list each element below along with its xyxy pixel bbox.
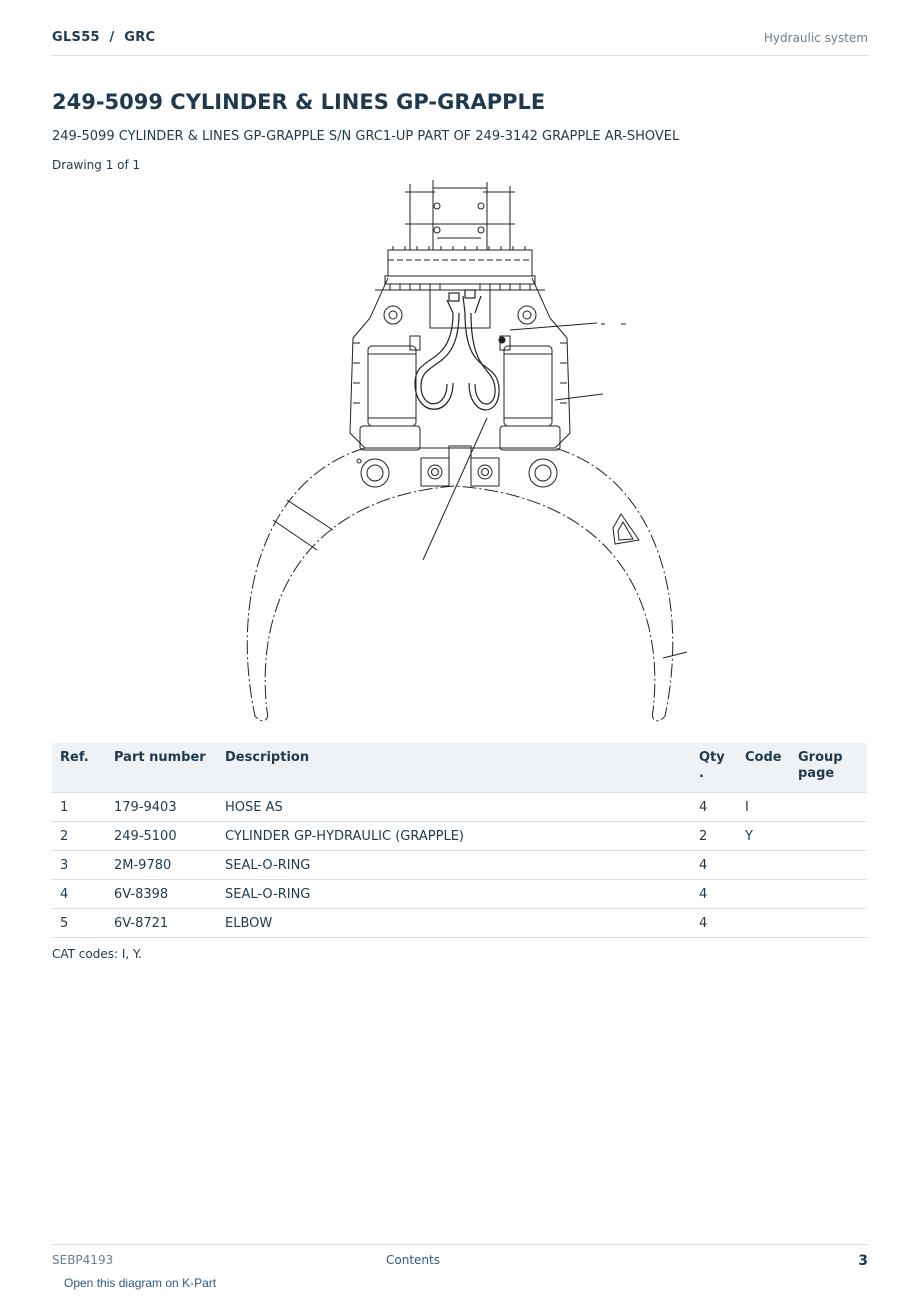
hydraulic-hoses bbox=[415, 290, 499, 410]
cell-description: HOSE AS bbox=[217, 793, 691, 822]
page-footer bbox=[52, 1244, 868, 1273]
cell-ref: 3 bbox=[52, 851, 106, 880]
page-header bbox=[52, 28, 868, 56]
cat-codes-note: CAT codes: I, Y. bbox=[52, 947, 142, 961]
table-row bbox=[52, 851, 867, 880]
cell-code bbox=[737, 880, 790, 909]
table-row bbox=[52, 793, 867, 822]
cell-code bbox=[737, 851, 790, 880]
cell-ref: 5 bbox=[52, 909, 106, 938]
top-mount bbox=[405, 180, 515, 250]
callout-leaders bbox=[423, 323, 626, 560]
cell-description: ELBOW bbox=[217, 909, 691, 938]
cell-group-page bbox=[790, 793, 867, 822]
kpart-diagram-link[interactable]: Open this diagram on K-Part bbox=[64, 1276, 217, 1290]
parts-table bbox=[52, 743, 867, 938]
left-cylinder bbox=[360, 336, 420, 450]
cell-part-number: 249-5100 bbox=[106, 822, 217, 851]
table-row bbox=[52, 822, 867, 851]
cell-group-page bbox=[790, 909, 867, 938]
cell-group-page bbox=[790, 880, 867, 909]
cell-ref: 4 bbox=[52, 880, 106, 909]
cell-description: SEAL-O-RING bbox=[217, 880, 691, 909]
col-ref: Ref. bbox=[52, 743, 106, 793]
cell-group-page bbox=[790, 822, 867, 851]
cell-part-number: 179-9403 bbox=[106, 793, 217, 822]
cell-code: Y bbox=[737, 822, 790, 851]
page-number: 3 bbox=[858, 1253, 868, 1269]
cell-qty: 4 bbox=[691, 851, 737, 880]
cell-group-page bbox=[790, 851, 867, 880]
grapple-diagram bbox=[225, 178, 695, 726]
right-cylinder bbox=[499, 336, 560, 450]
grapple-tines bbox=[247, 448, 687, 721]
col-group-page: Group page bbox=[790, 743, 867, 793]
cell-qty: 2 bbox=[691, 822, 737, 851]
cell-qty: 4 bbox=[691, 909, 737, 938]
document-id: SEBP4193 bbox=[52, 1253, 114, 1267]
cell-part-number: 2M-9780 bbox=[106, 851, 217, 880]
section-name: Hydraulic system bbox=[763, 31, 868, 45]
table-row bbox=[52, 909, 867, 938]
cell-ref: 2 bbox=[52, 822, 106, 851]
contents-link[interactable]: Contents bbox=[386, 1253, 440, 1267]
cell-part-number: 6V-8398 bbox=[106, 880, 217, 909]
table-row bbox=[52, 880, 867, 909]
cell-ref: 1 bbox=[52, 793, 106, 822]
drawing-count: Drawing 1 of 1 bbox=[52, 158, 141, 172]
table-header-row bbox=[52, 743, 867, 793]
col-qty: Qty . bbox=[691, 743, 737, 793]
grapple-body bbox=[350, 278, 570, 448]
cell-qty: 4 bbox=[691, 793, 737, 822]
cell-qty: 4 bbox=[691, 880, 737, 909]
rotator bbox=[385, 246, 535, 290]
cell-description: SEAL-O-RING bbox=[217, 851, 691, 880]
col-description: Description bbox=[217, 743, 691, 793]
model-breadcrumb: GLS55 / GRC bbox=[52, 30, 156, 45]
page-title: 249-5099 CYLINDER & LINES GP-GRAPPLE bbox=[52, 90, 546, 114]
page-subtitle: 249-5099 CYLINDER & LINES GP-GRAPPLE S/N GRC1-UP PART OF 249-3142 GRAPPLE AR-SHOVEL bbox=[52, 129, 680, 144]
col-part-number: Part number bbox=[106, 743, 217, 793]
cell-description: CYLINDER GP-HYDRAULIC (GRAPPLE) bbox=[217, 822, 691, 851]
cell-code bbox=[737, 909, 790, 938]
pivot-pins bbox=[357, 446, 557, 487]
cell-code: I bbox=[737, 793, 790, 822]
col-code: Code bbox=[737, 743, 790, 793]
cell-part-number: 6V-8721 bbox=[106, 909, 217, 938]
